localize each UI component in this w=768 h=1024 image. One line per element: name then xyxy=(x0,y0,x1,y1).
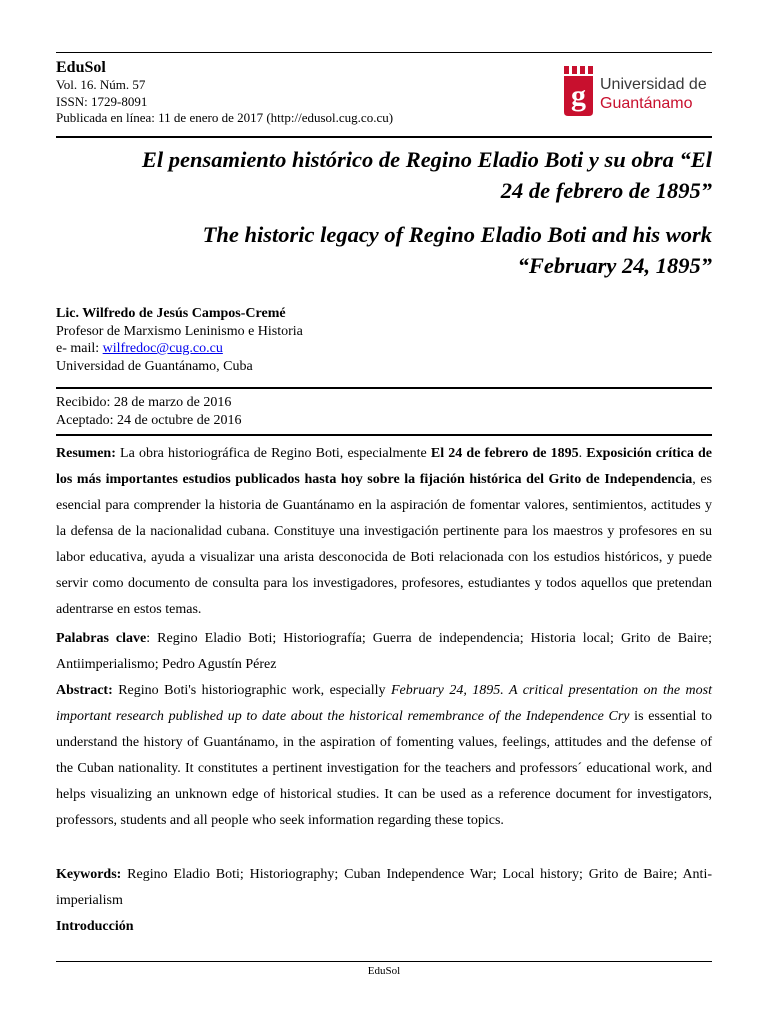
abstract-italic: February 24, 1895. A critical presentation on the most important research published up to date about the historical remembrance of the Independence Cry xyxy=(56,683,712,724)
journal-volume: Vol. 16. Núm. 57 xyxy=(56,77,146,92)
introduction-heading xyxy=(56,914,712,940)
footer-rule xyxy=(56,961,712,962)
page-footer: EduSol xyxy=(367,965,401,977)
logo-line-1: Universidad de xyxy=(600,76,707,93)
accepted-date: Aceptado: 24 de octubre de 2016 xyxy=(56,412,242,428)
author-block xyxy=(56,305,303,375)
english-title xyxy=(56,219,712,281)
journal-published: Publicada en línea: 11 de enero de 2017 (http://edusol.cug.co.cu) xyxy=(56,110,394,125)
abstract-label: Abstract: xyxy=(56,683,113,698)
resumen-label: Resumen: xyxy=(56,446,116,461)
author-rule xyxy=(56,387,712,389)
author-email-link[interactable]: wilfredoc@cug.co.cu xyxy=(102,341,223,356)
university-crest-icon xyxy=(563,66,595,116)
journal-name: EduSol xyxy=(56,59,106,76)
resumen-text-2: . xyxy=(578,446,587,461)
resumen-work-title: El 24 de febrero de 1895 xyxy=(430,446,579,461)
abstract-text-2: is essential to understand the history of Guantánamo, in the aspiration of fomenting values, feelings, attitudes and the defense of the Cuban nationality. It constitutes a pertinent investigation for the teachers and professors´ educational work, and helps visualizing an unknown edge of historical studies. It can be used as a reference document for investigators, professors, students and all people who seek information regarding these topics. xyxy=(56,709,713,828)
abstract-text-1: Regino Boti's historiographic work, especially xyxy=(112,683,391,698)
keywords-label: Keywords: xyxy=(56,867,122,882)
header-rule xyxy=(56,136,712,138)
journal-issn: ISSN: 1729-8091 xyxy=(56,93,148,109)
resumen-paragraph xyxy=(56,441,712,623)
author-position: Profesor de Marxismo Leninismo e Historia xyxy=(56,323,303,339)
spanish-title xyxy=(56,144,712,206)
top-rule xyxy=(56,52,712,53)
university-logo xyxy=(563,66,713,120)
abstract-paragraph xyxy=(56,678,712,834)
author-email-row xyxy=(56,340,303,358)
english-title-line-2: “February 24, 1895” xyxy=(517,253,712,278)
keywords-text: Regino Eladio Boti; Historiography; Cuban Independence War; Local history; Grito de Baire; Anti-imperialism xyxy=(56,867,712,908)
received-date: Recibido: 28 de marzo de 2016 xyxy=(56,395,232,410)
introduction-heading-text: Introducción xyxy=(56,919,134,934)
journal-info xyxy=(56,58,496,127)
spanish-title-line-2: 24 de febrero de 1895” xyxy=(500,178,712,203)
author-affiliation: Universidad de Guantánamo, Cuba xyxy=(56,358,253,374)
dates-rule xyxy=(56,434,712,436)
palabras-clave-paragraph xyxy=(56,626,712,678)
keywords-paragraph xyxy=(56,862,712,914)
dates-block xyxy=(56,394,241,429)
palabras-clave-text: : Regino Eladio Boti; Historiografía; Guerra de independencia; Historia local; Grito de Baire; Antiimperialismo; Pedro Agustín Pérez xyxy=(56,631,712,672)
logo-line-2: Guantánamo xyxy=(600,95,693,112)
author-name: Lic. Wilfredo de Jesús Campos-Cremé xyxy=(56,306,286,321)
svg-text:g: g xyxy=(571,79,586,112)
resumen-text-1: La obra historiográfica de Regino Boti, especialmente xyxy=(115,446,431,461)
resumen-subtitle: Exposición crítica de los más importantes estudios publicados hasta hoy sobre la fijación histórica del Grito de Independencia xyxy=(56,446,713,487)
document-page xyxy=(56,0,712,1024)
resumen-text-3: , es esencial para comprender la historia de Guantánamo en la aspiración de fomentar valores, sentimientos, actitudes y la defensa de la nacionalidad cubana. Constituye una investigación pertinente para los maestros y profesores en su labor educativa, ayuda a visualizar una arista desconocida de Boti relacionada con los estudios históricos, y puede servir como documento de consulta para los investigadores, profesores, estudiantes y todos aquellos que pretendan adentrarse en estos temas. xyxy=(56,472,712,617)
spanish-title-line-1: El pensamiento histórico de Regino Eladio Boti y su obra “El xyxy=(141,147,712,172)
english-title-line-1: The historic legacy of Regino Eladio Boti and his work xyxy=(202,222,712,247)
email-label: e- mail: xyxy=(56,341,103,356)
palabras-clave-label: Palabras clave xyxy=(56,631,147,646)
